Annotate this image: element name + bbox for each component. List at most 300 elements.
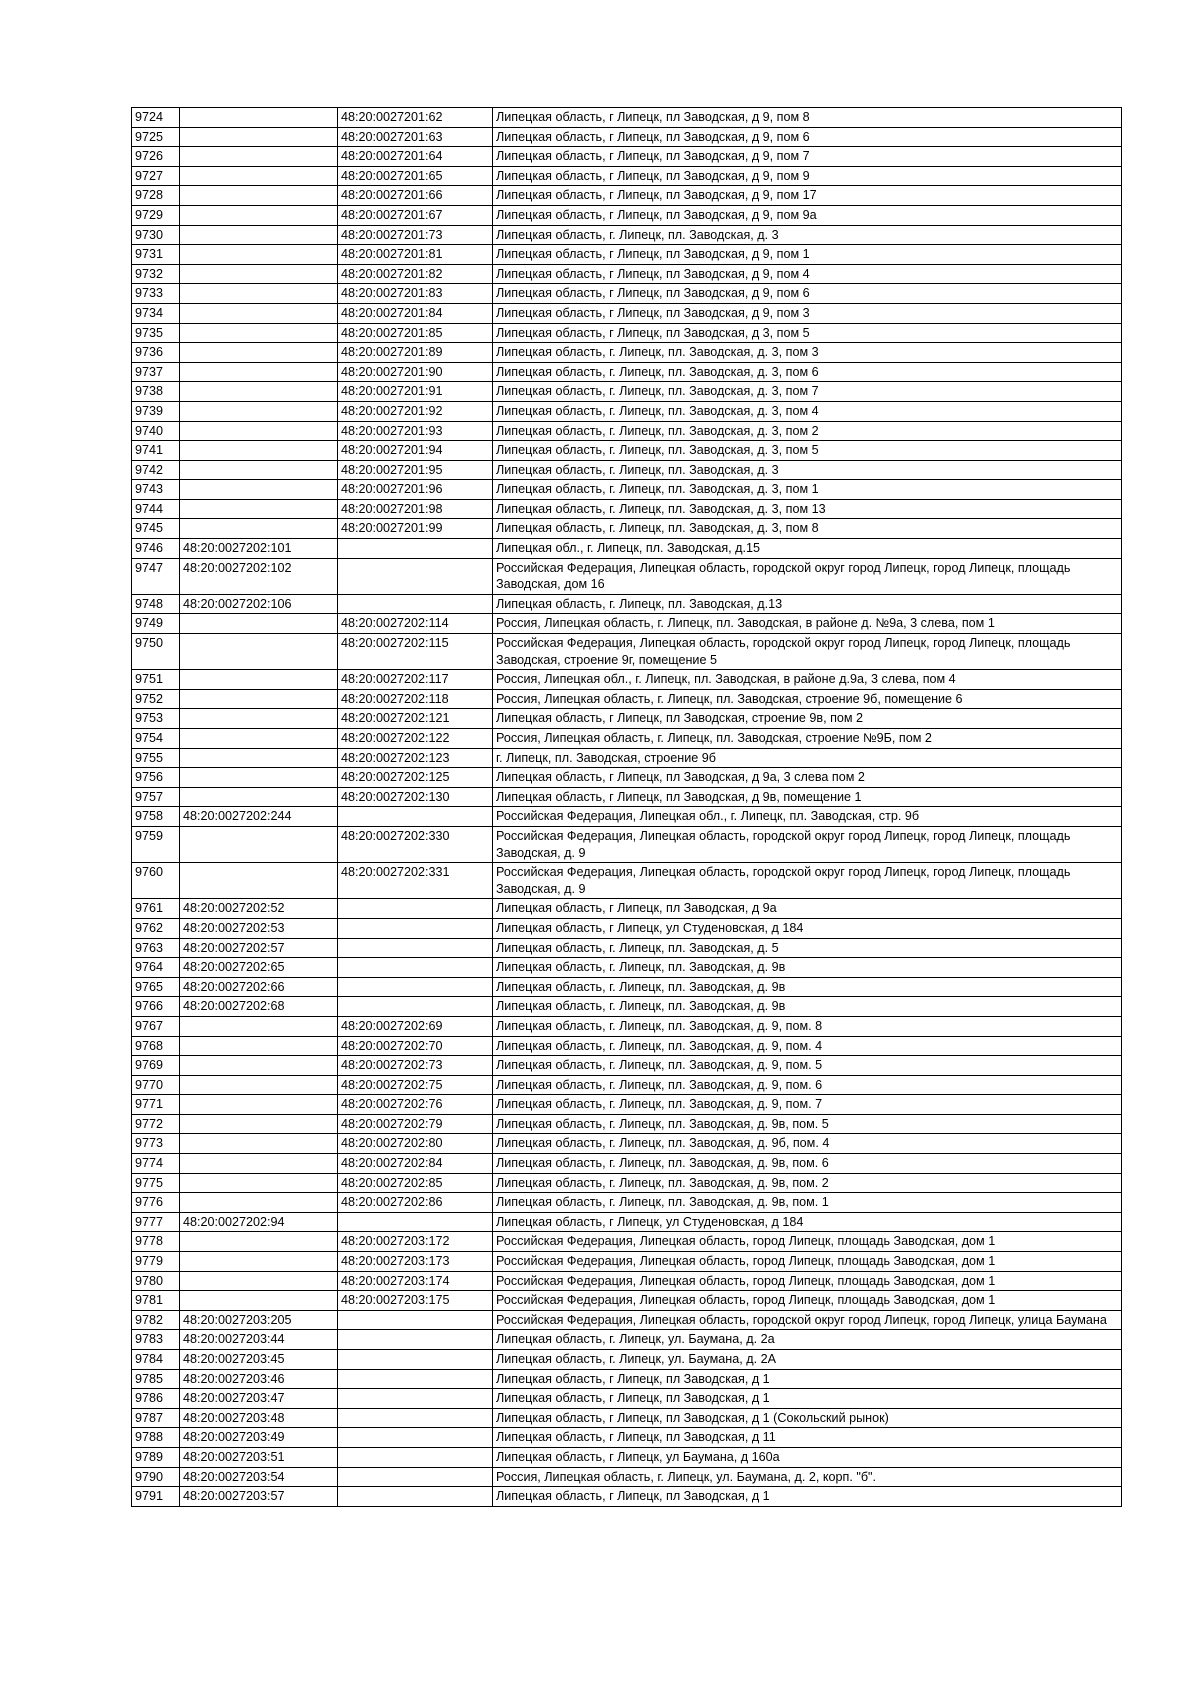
- building-cadastral-number-cell: [338, 1467, 493, 1487]
- address-cell: Липецкая область, г Липецк, пл Заводская, д 9в, помещение 1: [493, 787, 1122, 807]
- table-row: [132, 863, 1122, 899]
- address-cell: Липецкая область, г. Липецк, пл. Заводская, д. 3, пом 3: [493, 343, 1122, 363]
- table-row: [132, 539, 1122, 559]
- land-cadastral-number-cell: [180, 245, 338, 265]
- table-row: [132, 1134, 1122, 1154]
- row-number-cell: 9739: [132, 401, 180, 421]
- table-row: [132, 558, 1122, 594]
- address-cell: Российская Федерация, Липецкая область, город Липецк, площадь Заводская, дом 1: [493, 1232, 1122, 1252]
- land-cadastral-number-cell: 48:20:0027202:65: [180, 958, 338, 978]
- address-cell: Российская Федерация, Липецкая область, городской округ город Липецк, город Липецк, площадь Заводская, д. 9: [493, 863, 1122, 899]
- land-cadastral-number-cell: [180, 1154, 338, 1174]
- address-cell: Липецкая область, г. Липецк, ул. Баумана, д. 2а: [493, 1330, 1122, 1350]
- row-number-cell: 9744: [132, 499, 180, 519]
- table-row: [132, 480, 1122, 500]
- table-row: [132, 729, 1122, 749]
- building-cadastral-number-cell: 48:20:0027202:79: [338, 1114, 493, 1134]
- address-cell: Липецкая область, г. Липецк, пл. Заводская, д. 3: [493, 225, 1122, 245]
- row-number-cell: 9785: [132, 1369, 180, 1389]
- building-cadastral-number-cell: 48:20:0027203:173: [338, 1252, 493, 1272]
- building-cadastral-number-cell: 48:20:0027202:130: [338, 787, 493, 807]
- row-number-cell: 9773: [132, 1134, 180, 1154]
- table-row: [132, 689, 1122, 709]
- land-cadastral-number-cell: [180, 1232, 338, 1252]
- land-cadastral-number-cell: [180, 1095, 338, 1115]
- building-cadastral-number-cell: 48:20:0027201:89: [338, 343, 493, 363]
- address-cell: Липецкая область, г. Липецк, пл. Заводская, д. 9в, пом. 6: [493, 1154, 1122, 1174]
- address-cell: Липецкая область, г Липецк, пл Заводская, д 9, пом 9а: [493, 205, 1122, 225]
- row-number-cell: 9734: [132, 303, 180, 323]
- row-number-cell: 9751: [132, 670, 180, 690]
- address-cell: Российская Федерация, Липецкая область, город Липецк, площадь Заводская, дом 1: [493, 1252, 1122, 1272]
- address-cell: Российская Федерация, Липецкая область, городской округ город Липецк, город Липецк, площадь Заводская, д. 9: [493, 826, 1122, 862]
- building-cadastral-number-cell: [338, 1310, 493, 1330]
- row-number-cell: 9780: [132, 1271, 180, 1291]
- table-row: [132, 1154, 1122, 1174]
- building-cadastral-number-cell: 48:20:0027202:75: [338, 1075, 493, 1095]
- building-cadastral-number-cell: [338, 997, 493, 1017]
- address-cell: Липецкая область, г Липецк, пл Заводская, д 9, пом 9: [493, 166, 1122, 186]
- address-cell: Российская Федерация, Липецкая область, город Липецк, площадь Заводская, дом 1: [493, 1291, 1122, 1311]
- land-cadastral-number-cell: 48:20:0027203:48: [180, 1408, 338, 1428]
- table-row: [132, 1369, 1122, 1389]
- building-cadastral-number-cell: 48:20:0027201:85: [338, 323, 493, 343]
- building-cadastral-number-cell: 48:20:0027201:83: [338, 284, 493, 304]
- building-cadastral-number-cell: [338, 1487, 493, 1507]
- land-cadastral-number-cell: [180, 863, 338, 899]
- address-cell: Липецкая область, г. Липецк, пл. Заводская, д. 9, пом. 4: [493, 1036, 1122, 1056]
- land-cadastral-number-cell: [180, 1252, 338, 1272]
- row-number-cell: 9771: [132, 1095, 180, 1115]
- table-row: [132, 147, 1122, 167]
- table-row: [132, 323, 1122, 343]
- row-number-cell: 9726: [132, 147, 180, 167]
- address-cell: Липецкая область, г. Липецк, пл. Заводская, д. 9в, пом. 2: [493, 1173, 1122, 1193]
- table-row: [132, 401, 1122, 421]
- land-cadastral-number-cell: 48:20:0027202:57: [180, 938, 338, 958]
- building-cadastral-number-cell: 48:20:0027202:117: [338, 670, 493, 690]
- land-cadastral-number-cell: 48:20:0027203:49: [180, 1428, 338, 1448]
- table-row: [132, 303, 1122, 323]
- table-row: [132, 958, 1122, 978]
- row-number-cell: 9786: [132, 1389, 180, 1409]
- building-cadastral-number-cell: [338, 938, 493, 958]
- table-row: [132, 1291, 1122, 1311]
- table-row: [132, 264, 1122, 284]
- address-cell: Липецкая область, г Липецк, пл Заводская, д 9, пом 8: [493, 108, 1122, 128]
- table-row: [132, 1310, 1122, 1330]
- address-cell: Липецкая область, г. Липецк, пл. Заводская, д. 3, пом 6: [493, 362, 1122, 382]
- table-row: [132, 499, 1122, 519]
- row-number-cell: 9736: [132, 343, 180, 363]
- building-cadastral-number-cell: [338, 918, 493, 938]
- table-row: [132, 748, 1122, 768]
- land-cadastral-number-cell: [180, 499, 338, 519]
- land-cadastral-number-cell: 48:20:0027202:102: [180, 558, 338, 594]
- address-cell: Липецкая область, г. Липецк, пл. Заводская, д. 5: [493, 938, 1122, 958]
- building-cadastral-number-cell: [338, 1389, 493, 1409]
- row-number-cell: 9790: [132, 1467, 180, 1487]
- building-cadastral-number-cell: 48:20:0027203:172: [338, 1232, 493, 1252]
- row-number-cell: 9767: [132, 1016, 180, 1036]
- table-row: [132, 1408, 1122, 1428]
- land-cadastral-number-cell: [180, 1036, 338, 1056]
- address-cell: Липецкая область, г. Липецк, пл. Заводская, д. 3, пом 1: [493, 480, 1122, 500]
- address-cell: Российская Федерация, Липецкая обл., г. Липецк, пл. Заводская, стр. 9б: [493, 807, 1122, 827]
- address-cell: Россия, Липецкая область, г. Липецк, пл. Заводская, строение 9б, помещение 6: [493, 689, 1122, 709]
- building-cadastral-number-cell: 48:20:0027201:94: [338, 441, 493, 461]
- address-cell: Российская Федерация, Липецкая область, город Липецк, площадь Заводская, дом 1: [493, 1271, 1122, 1291]
- building-cadastral-number-cell: 48:20:0027202:70: [338, 1036, 493, 1056]
- table-row: [132, 343, 1122, 363]
- land-cadastral-number-cell: [180, 1075, 338, 1095]
- address-cell: Липецкая область, г. Липецк, пл. Заводская, д. 9в: [493, 997, 1122, 1017]
- building-cadastral-number-cell: 48:20:0027202:73: [338, 1056, 493, 1076]
- row-number-cell: 9745: [132, 519, 180, 539]
- building-cadastral-number-cell: 48:20:0027202:114: [338, 614, 493, 634]
- building-cadastral-number-cell: 48:20:0027202:86: [338, 1193, 493, 1213]
- land-cadastral-number-cell: 48:20:0027203:205: [180, 1310, 338, 1330]
- land-cadastral-number-cell: [180, 108, 338, 128]
- row-number-cell: 9741: [132, 441, 180, 461]
- land-cadastral-number-cell: [180, 127, 338, 147]
- address-cell: Липецкая область, г. Липецк, пл. Заводская, д. 9, пом. 5: [493, 1056, 1122, 1076]
- land-cadastral-number-cell: 48:20:0027203:46: [180, 1369, 338, 1389]
- building-cadastral-number-cell: 48:20:0027201:62: [338, 108, 493, 128]
- table-row: [132, 594, 1122, 614]
- land-cadastral-number-cell: 48:20:0027202:68: [180, 997, 338, 1017]
- row-number-cell: 9784: [132, 1350, 180, 1370]
- building-cadastral-number-cell: 48:20:0027201:98: [338, 499, 493, 519]
- building-cadastral-number-cell: 48:20:0027203:174: [338, 1271, 493, 1291]
- building-cadastral-number-cell: 48:20:0027201:65: [338, 166, 493, 186]
- building-cadastral-number-cell: 48:20:0027201:93: [338, 421, 493, 441]
- land-cadastral-number-cell: [180, 186, 338, 206]
- address-cell: Россия, Липецкая обл., г. Липецк, пл. Заводская, в районе д.9а, 3 слева, пом 4: [493, 670, 1122, 690]
- row-number-cell: 9755: [132, 748, 180, 768]
- register-table: [131, 107, 1122, 1507]
- land-cadastral-number-cell: [180, 826, 338, 862]
- address-cell: Липецкая область, г. Липецк, пл. Заводская, д. 3, пом 13: [493, 499, 1122, 519]
- address-cell: Липецкая область, г. Липецк, пл. Заводская, д. 3, пом 5: [493, 441, 1122, 461]
- building-cadastral-number-cell: [338, 1408, 493, 1428]
- row-number-cell: 9732: [132, 264, 180, 284]
- row-number-cell: 9724: [132, 108, 180, 128]
- building-cadastral-number-cell: [338, 1350, 493, 1370]
- land-cadastral-number-cell: [180, 1016, 338, 1036]
- row-number-cell: 9770: [132, 1075, 180, 1095]
- address-cell: Липецкая область, г. Липецк, ул. Баумана, д. 2А: [493, 1350, 1122, 1370]
- row-number-cell: 9752: [132, 689, 180, 709]
- table-row: [132, 614, 1122, 634]
- land-cadastral-number-cell: [180, 519, 338, 539]
- table-row: [132, 245, 1122, 265]
- row-number-cell: 9791: [132, 1487, 180, 1507]
- row-number-cell: 9775: [132, 1173, 180, 1193]
- land-cadastral-number-cell: [180, 1193, 338, 1213]
- address-cell: Липецкая область, г. Липецк, пл. Заводская, д. 9в, пом. 1: [493, 1193, 1122, 1213]
- building-cadastral-number-cell: 48:20:0027201:90: [338, 362, 493, 382]
- table-row: [132, 519, 1122, 539]
- building-cadastral-number-cell: [338, 539, 493, 559]
- land-cadastral-number-cell: [180, 225, 338, 245]
- land-cadastral-number-cell: [180, 1271, 338, 1291]
- land-cadastral-number-cell: 48:20:0027202:244: [180, 807, 338, 827]
- table-row: [132, 362, 1122, 382]
- building-cadastral-number-cell: [338, 1369, 493, 1389]
- land-cadastral-number-cell: [180, 421, 338, 441]
- building-cadastral-number-cell: [338, 807, 493, 827]
- address-cell: Липецкая область, г Липецк, пл Заводская, д 9, пом 6: [493, 284, 1122, 304]
- land-cadastral-number-cell: [180, 709, 338, 729]
- address-cell: Липецкая область, г Липецк, пл Заводская, д 11: [493, 1428, 1122, 1448]
- address-cell: Липецкая область, г. Липецк, пл. Заводская, д. 9, пом. 8: [493, 1016, 1122, 1036]
- row-number-cell: 9725: [132, 127, 180, 147]
- register-table-body: [132, 108, 1122, 1507]
- row-number-cell: 9768: [132, 1036, 180, 1056]
- land-cadastral-number-cell: 48:20:0027203:44: [180, 1330, 338, 1350]
- table-row: [132, 108, 1122, 128]
- building-cadastral-number-cell: 48:20:0027202:84: [338, 1154, 493, 1174]
- building-cadastral-number-cell: 48:20:0027201:95: [338, 460, 493, 480]
- table-row: [132, 284, 1122, 304]
- address-cell: Липецкая область, г. Липецк, пл. Заводская, д. 3: [493, 460, 1122, 480]
- table-row: [132, 460, 1122, 480]
- building-cadastral-number-cell: [338, 594, 493, 614]
- row-number-cell: 9766: [132, 997, 180, 1017]
- address-cell: Россия, Липецкая область, г. Липецк, ул. Баумана, д. 2, корп. "б".: [493, 1467, 1122, 1487]
- building-cadastral-number-cell: [338, 1447, 493, 1467]
- building-cadastral-number-cell: 48:20:0027201:84: [338, 303, 493, 323]
- building-cadastral-number-cell: 48:20:0027201:82: [338, 264, 493, 284]
- row-number-cell: 9742: [132, 460, 180, 480]
- land-cadastral-number-cell: 48:20:0027202:106: [180, 594, 338, 614]
- building-cadastral-number-cell: 48:20:0027201:73: [338, 225, 493, 245]
- table-row: [132, 807, 1122, 827]
- building-cadastral-number-cell: 48:20:0027202:76: [338, 1095, 493, 1115]
- address-cell: Липецкая область, г Липецк, пл Заводская, д 9а, 3 слева пом 2: [493, 768, 1122, 788]
- address-cell: Россия, Липецкая область, г. Липецк, пл. Заводская, в районе д. №9а, 3 слева, пом 1: [493, 614, 1122, 634]
- building-cadastral-number-cell: [338, 977, 493, 997]
- land-cadastral-number-cell: [180, 166, 338, 186]
- address-cell: Липецкая область, г. Липецк, пл. Заводская, д. 9в, пом. 5: [493, 1114, 1122, 1134]
- address-cell: Липецкая область, г Липецк, пл Заводская, д 9, пом 7: [493, 147, 1122, 167]
- address-cell: Липецкая область, г. Липецк, пл. Заводская, д. 3, пом 4: [493, 401, 1122, 421]
- building-cadastral-number-cell: 48:20:0027202:122: [338, 729, 493, 749]
- land-cadastral-number-cell: [180, 382, 338, 402]
- table-row: [132, 634, 1122, 670]
- building-cadastral-number-cell: 48:20:0027201:81: [338, 245, 493, 265]
- table-row: [132, 1252, 1122, 1272]
- land-cadastral-number-cell: [180, 147, 338, 167]
- table-row: [132, 1467, 1122, 1487]
- table-row: [132, 1016, 1122, 1036]
- table-row: [132, 670, 1122, 690]
- address-cell: Липецкая обл., г. Липецк, пл. Заводская, д.15: [493, 539, 1122, 559]
- building-cadastral-number-cell: 48:20:0027202:80: [338, 1134, 493, 1154]
- address-cell: Липецкая область, г Липецк, пл Заводская, д 9, пом 4: [493, 264, 1122, 284]
- row-number-cell: 9757: [132, 787, 180, 807]
- table-row: [132, 709, 1122, 729]
- table-row: [132, 421, 1122, 441]
- row-number-cell: 9760: [132, 863, 180, 899]
- row-number-cell: 9746: [132, 539, 180, 559]
- table-row: [132, 1114, 1122, 1134]
- table-row: [132, 787, 1122, 807]
- building-cadastral-number-cell: [338, 558, 493, 594]
- row-number-cell: 9733: [132, 284, 180, 304]
- table-row: [132, 1271, 1122, 1291]
- table-row: [132, 826, 1122, 862]
- table-row: [132, 1212, 1122, 1232]
- land-cadastral-number-cell: 48:20:0027202:52: [180, 899, 338, 919]
- address-cell: Липецкая область, г Липецк, пл Заводская, д 9, пом 17: [493, 186, 1122, 206]
- land-cadastral-number-cell: [180, 787, 338, 807]
- table-row: [132, 1232, 1122, 1252]
- row-number-cell: 9756: [132, 768, 180, 788]
- address-cell: Липецкая область, г Липецк, пл Заводская, д 9, пом 3: [493, 303, 1122, 323]
- table-row: [132, 441, 1122, 461]
- land-cadastral-number-cell: 48:20:0027203:47: [180, 1389, 338, 1409]
- row-number-cell: 9782: [132, 1310, 180, 1330]
- row-number-cell: 9787: [132, 1408, 180, 1428]
- land-cadastral-number-cell: 48:20:0027203:57: [180, 1487, 338, 1507]
- row-number-cell: 9788: [132, 1428, 180, 1448]
- row-number-cell: 9762: [132, 918, 180, 938]
- address-cell: Липецкая область, г. Липецк, пл. Заводская, д. 3, пом 7: [493, 382, 1122, 402]
- building-cadastral-number-cell: 48:20:0027201:96: [338, 480, 493, 500]
- land-cadastral-number-cell: [180, 480, 338, 500]
- row-number-cell: 9748: [132, 594, 180, 614]
- land-cadastral-number-cell: 48:20:0027203:54: [180, 1467, 338, 1487]
- row-number-cell: 9730: [132, 225, 180, 245]
- land-cadastral-number-cell: [180, 1056, 338, 1076]
- table-row: [132, 1428, 1122, 1448]
- building-cadastral-number-cell: 48:20:0027202:121: [338, 709, 493, 729]
- land-cadastral-number-cell: [180, 768, 338, 788]
- address-cell: Липецкая область, г Липецк, пл Заводская, д 1: [493, 1389, 1122, 1409]
- building-cadastral-number-cell: 48:20:0027202:118: [338, 689, 493, 709]
- row-number-cell: 9743: [132, 480, 180, 500]
- row-number-cell: 9750: [132, 634, 180, 670]
- row-number-cell: 9779: [132, 1252, 180, 1272]
- table-row: [132, 1447, 1122, 1467]
- table-row: [132, 899, 1122, 919]
- address-cell: Липецкая область, г. Липецк, пл. Заводская, д. 9б, пом. 4: [493, 1134, 1122, 1154]
- land-cadastral-number-cell: [180, 1134, 338, 1154]
- address-cell: г. Липецк, пл. Заводская, строение 9б: [493, 748, 1122, 768]
- address-cell: Российская Федерация, Липецкая область, городской округ город Липецк, город Липецк, улица Баумана: [493, 1310, 1122, 1330]
- address-cell: Липецкая область, г. Липецк, пл. Заводская, д. 9в: [493, 958, 1122, 978]
- land-cadastral-number-cell: [180, 362, 338, 382]
- address-cell: Липецкая область, г Липецк, пл Заводская, строение 9в, пом 2: [493, 709, 1122, 729]
- table-row: [132, 1389, 1122, 1409]
- row-number-cell: 9783: [132, 1330, 180, 1350]
- building-cadastral-number-cell: [338, 1212, 493, 1232]
- building-cadastral-number-cell: 48:20:0027202:330: [338, 826, 493, 862]
- row-number-cell: 9753: [132, 709, 180, 729]
- land-cadastral-number-cell: [180, 614, 338, 634]
- row-number-cell: 9731: [132, 245, 180, 265]
- land-cadastral-number-cell: [180, 460, 338, 480]
- building-cadastral-number-cell: 48:20:0027202:69: [338, 1016, 493, 1036]
- table-row: [132, 918, 1122, 938]
- table-row: [132, 938, 1122, 958]
- building-cadastral-number-cell: 48:20:0027203:175: [338, 1291, 493, 1311]
- address-cell: Липецкая область, г. Липецк, пл. Заводская, д.13: [493, 594, 1122, 614]
- table-row: [132, 768, 1122, 788]
- building-cadastral-number-cell: 48:20:0027202:115: [338, 634, 493, 670]
- address-cell: Липецкая область, г Липецк, ул Баумана, д 160а: [493, 1447, 1122, 1467]
- table-row: [132, 1095, 1122, 1115]
- address-cell: Российская Федерация, Липецкая область, городской округ город Липецк, город Липецк, площадь Заводская, дом 16: [493, 558, 1122, 594]
- land-cadastral-number-cell: 48:20:0027202:94: [180, 1212, 338, 1232]
- row-number-cell: 9778: [132, 1232, 180, 1252]
- address-cell: Липецкая область, г. Липецк, пл. Заводская, д. 3, пом 2: [493, 421, 1122, 441]
- table-row: [132, 1036, 1122, 1056]
- row-number-cell: 9772: [132, 1114, 180, 1134]
- land-cadastral-number-cell: [180, 748, 338, 768]
- address-cell: Липецкая область, г Липецк, пл Заводская, д 1: [493, 1369, 1122, 1389]
- land-cadastral-number-cell: [180, 401, 338, 421]
- table-row: [132, 225, 1122, 245]
- address-cell: Липецкая область, г Липецк, пл Заводская, д 3, пом 5: [493, 323, 1122, 343]
- address-cell: Липецкая область, г Липецк, пл Заводская, д 9а: [493, 899, 1122, 919]
- row-number-cell: 9738: [132, 382, 180, 402]
- land-cadastral-number-cell: [180, 1114, 338, 1134]
- building-cadastral-number-cell: 48:20:0027202:125: [338, 768, 493, 788]
- address-cell: Липецкая область, г. Липецк, пл. Заводская, д. 3, пом 8: [493, 519, 1122, 539]
- building-cadastral-number-cell: [338, 1428, 493, 1448]
- land-cadastral-number-cell: [180, 689, 338, 709]
- land-cadastral-number-cell: [180, 323, 338, 343]
- address-cell: Липецкая область, г. Липецк, пл. Заводская, д. 9в: [493, 977, 1122, 997]
- row-number-cell: 9765: [132, 977, 180, 997]
- table-row: [132, 977, 1122, 997]
- land-cadastral-number-cell: [180, 264, 338, 284]
- land-cadastral-number-cell: 48:20:0027202:66: [180, 977, 338, 997]
- table-row: [132, 1350, 1122, 1370]
- land-cadastral-number-cell: [180, 343, 338, 363]
- table-row: [132, 205, 1122, 225]
- row-number-cell: 9758: [132, 807, 180, 827]
- row-number-cell: 9729: [132, 205, 180, 225]
- building-cadastral-number-cell: 48:20:0027202:123: [338, 748, 493, 768]
- table-row: [132, 1056, 1122, 1076]
- address-cell: Липецкая область, г Липецк, ул Студеновская, д 184: [493, 1212, 1122, 1232]
- row-number-cell: 9727: [132, 166, 180, 186]
- row-number-cell: 9763: [132, 938, 180, 958]
- land-cadastral-number-cell: 48:20:0027203:45: [180, 1350, 338, 1370]
- building-cadastral-number-cell: 48:20:0027202:85: [338, 1173, 493, 1193]
- row-number-cell: 9728: [132, 186, 180, 206]
- building-cadastral-number-cell: [338, 1330, 493, 1350]
- row-number-cell: 9754: [132, 729, 180, 749]
- table-row: [132, 127, 1122, 147]
- address-cell: Липецкая область, г Липецк, пл Заводская, д 9, пом 1: [493, 245, 1122, 265]
- table-row: [132, 1193, 1122, 1213]
- building-cadastral-number-cell: [338, 958, 493, 978]
- table-row: [132, 1330, 1122, 1350]
- address-cell: Россия, Липецкая область, г. Липецк, пл. Заводская, строение №9Б, пом 2: [493, 729, 1122, 749]
- land-cadastral-number-cell: [180, 1291, 338, 1311]
- row-number-cell: 9789: [132, 1447, 180, 1467]
- land-cadastral-number-cell: 48:20:0027202:101: [180, 539, 338, 559]
- land-cadastral-number-cell: [180, 670, 338, 690]
- building-cadastral-number-cell: 48:20:0027201:67: [338, 205, 493, 225]
- land-cadastral-number-cell: [180, 1173, 338, 1193]
- address-cell: Липецкая область, г Липецк, пл Заводская, д 1 (Сокольский рынок): [493, 1408, 1122, 1428]
